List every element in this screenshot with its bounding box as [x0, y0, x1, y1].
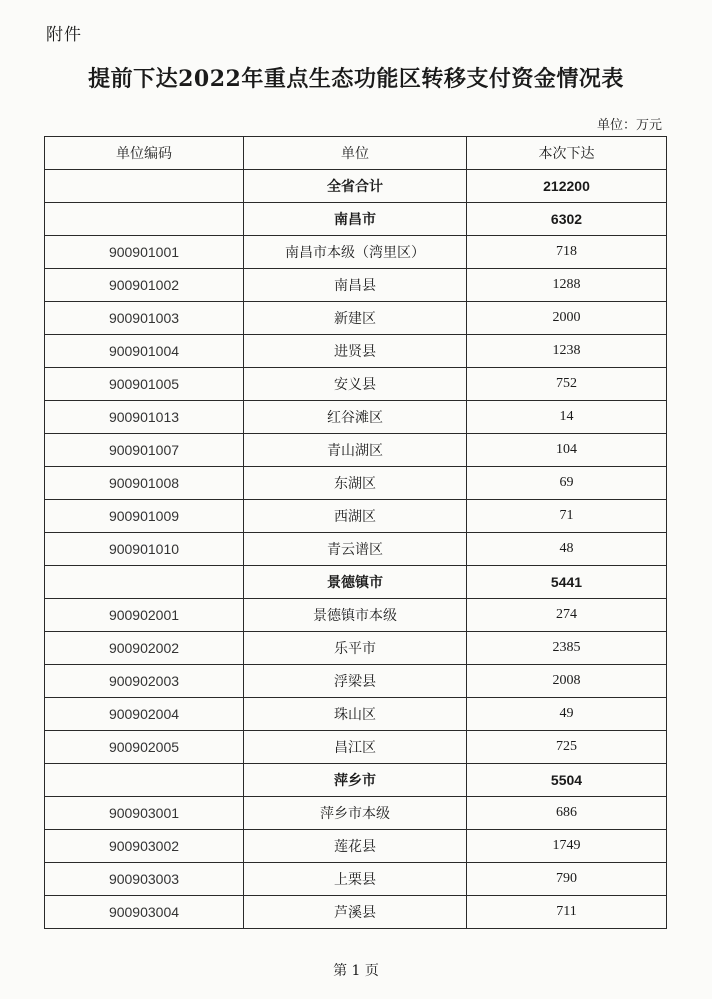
table-body [45, 170, 667, 929]
cell-amount: 6302 [467, 203, 667, 236]
cell-unit-name: 红谷滩区 [244, 401, 467, 434]
cell-unit-code: 900901008 [45, 467, 244, 500]
cell-unit-code: 900903004 [45, 896, 244, 929]
table-row [45, 797, 667, 830]
cell-unit-name: 珠山区 [244, 698, 467, 731]
table-row [45, 665, 667, 698]
cell-unit-name: 芦溪县 [244, 896, 467, 929]
cell-amount: 48 [467, 533, 667, 566]
table-row [45, 401, 667, 434]
cell-amount: 2000 [467, 302, 667, 335]
cell-unit-code [45, 764, 244, 797]
table-row [45, 731, 667, 764]
cell-amount: 2008 [467, 665, 667, 698]
cell-unit-name: 莲花县 [244, 830, 467, 863]
cell-unit-name: 青云谱区 [244, 533, 467, 566]
table-row [45, 533, 667, 566]
column-header-amount: 本次下达 [467, 137, 667, 170]
table-row-subtotal [45, 566, 667, 599]
cell-unit-name: 西湖区 [244, 500, 467, 533]
cell-unit-name: 安义县 [244, 368, 467, 401]
cell-unit-code: 900901009 [45, 500, 244, 533]
cell-unit-code [45, 566, 244, 599]
cell-amount: 1288 [467, 269, 667, 302]
table-row [45, 434, 667, 467]
cell-amount: 2385 [467, 632, 667, 665]
cell-unit-name: 上栗县 [244, 863, 467, 896]
cell-unit-name: 青山湖区 [244, 434, 467, 467]
cell-unit-name: 昌江区 [244, 731, 467, 764]
cell-unit-code: 900901010 [45, 533, 244, 566]
cell-unit-name: 景德镇市 [244, 566, 467, 599]
cell-unit-code: 900901004 [45, 335, 244, 368]
cell-unit-name: 东湖区 [244, 467, 467, 500]
cell-unit-code: 900901013 [45, 401, 244, 434]
table-row [45, 269, 667, 302]
allocation-table [44, 136, 667, 929]
cell-amount: 14 [467, 401, 667, 434]
cell-unit-code: 900902002 [45, 632, 244, 665]
table-row [45, 896, 667, 929]
table-row [45, 335, 667, 368]
cell-amount: 5504 [467, 764, 667, 797]
cell-unit-name: 萍乡市本级 [244, 797, 467, 830]
cell-unit-name: 全省合计 [244, 170, 467, 203]
cell-unit-code [45, 203, 244, 236]
cell-unit-code: 900903003 [45, 863, 244, 896]
cell-amount: 790 [467, 863, 667, 896]
cell-unit-code: 900901003 [45, 302, 244, 335]
annex-label: 附件 [46, 25, 82, 45]
table-row [45, 467, 667, 500]
cell-amount: 71 [467, 500, 667, 533]
cell-unit-code: 900902003 [45, 665, 244, 698]
table-row [45, 599, 667, 632]
cell-amount: 5441 [467, 566, 667, 599]
table-row [45, 698, 667, 731]
table-row [45, 830, 667, 863]
cell-unit-name: 进贤县 [244, 335, 467, 368]
cell-unit-name: 南昌市 [244, 203, 467, 236]
table-row [45, 368, 667, 401]
cell-amount: 711 [467, 896, 667, 929]
cell-unit-name: 南昌县 [244, 269, 467, 302]
cell-unit-code: 900901007 [45, 434, 244, 467]
table-row [45, 632, 667, 665]
cell-unit-name: 新建区 [244, 302, 467, 335]
table-row-subtotal [45, 203, 667, 236]
cell-unit-code: 900901001 [45, 236, 244, 269]
cell-unit-name: 乐平市 [244, 632, 467, 665]
cell-amount: 212200 [467, 170, 667, 203]
table-row [45, 236, 667, 269]
cell-unit-code: 900903002 [45, 830, 244, 863]
cell-unit-name: 景德镇市本级 [244, 599, 467, 632]
column-header-unit: 单位 [244, 137, 467, 170]
cell-amount: 49 [467, 698, 667, 731]
cell-amount: 104 [467, 434, 667, 467]
cell-amount: 69 [467, 467, 667, 500]
table-row [45, 302, 667, 335]
cell-amount: 718 [467, 236, 667, 269]
unit-note: 单位：万元 [596, 118, 662, 133]
cell-amount: 725 [467, 731, 667, 764]
table-row [45, 500, 667, 533]
cell-unit-code [45, 170, 244, 203]
table-row-subtotal [45, 764, 667, 797]
document-title: 提前下达2022年重点生态功能区转移支付资金情况表 [88, 66, 624, 92]
cell-unit-code: 900901005 [45, 368, 244, 401]
cell-amount: 274 [467, 599, 667, 632]
cell-amount: 1238 [467, 335, 667, 368]
column-header-code: 单位编码 [45, 137, 244, 170]
cell-unit-code: 900902005 [45, 731, 244, 764]
cell-unit-code: 900903001 [45, 797, 244, 830]
cell-amount: 752 [467, 368, 667, 401]
table-row-subtotal [45, 170, 667, 203]
cell-unit-name: 南昌市本级（湾里区） [244, 236, 467, 269]
page-number: 第 1 页 [333, 963, 379, 979]
cell-unit-code: 900902004 [45, 698, 244, 731]
cell-unit-name: 浮梁县 [244, 665, 467, 698]
table-row [45, 863, 667, 896]
cell-unit-name: 萍乡市 [244, 764, 467, 797]
cell-unit-code: 900901002 [45, 269, 244, 302]
table-header-row [45, 137, 667, 170]
cell-amount: 686 [467, 797, 667, 830]
cell-unit-code: 900902001 [45, 599, 244, 632]
cell-amount: 1749 [467, 830, 667, 863]
